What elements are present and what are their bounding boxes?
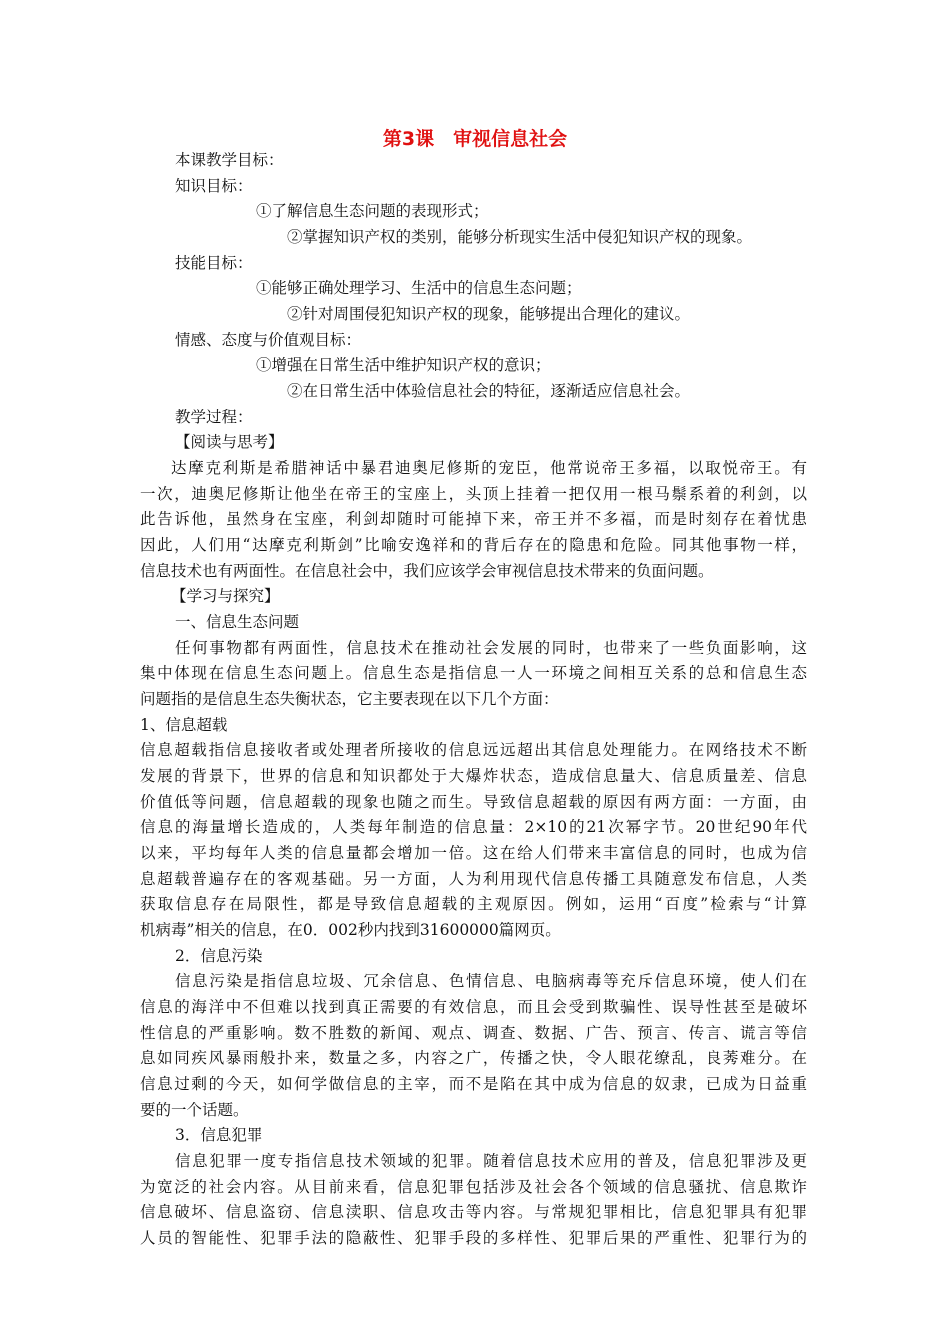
pollution-line: 息如同疾风暴雨般扑来，数量之多，内容之广，传播之快，令人眼花缭乱，良莠难分。在 bbox=[140, 1049, 807, 1067]
pollution-line: 信息的海洋中不但难以找到真正需要的有效信息，而且会受到欺骗性、误导性甚至是破坏 bbox=[140, 998, 807, 1016]
overload-line: 以来，平均每年人类的信息量都会增加一倍。这在给人们带来丰富信息的同时，也成为信 bbox=[140, 844, 807, 862]
overload-line: 信息的海量增长造成的，人类每年制造的信息量：2×10的21次幂字节。20世纪90年代 bbox=[140, 818, 807, 836]
reading-line: 因此，人们用“达摩克利斯剑”比喻安逸祥和的背后存在的隐患和危险。同其他事物一样， bbox=[140, 536, 807, 554]
objectives-heading: 本课教学目标： bbox=[175, 151, 284, 169]
overload-line: 获取信息存在局限性，都是导致信息超载的主观原因。例如，运用“百度”检索与“计算 bbox=[140, 895, 807, 913]
pollution-line: 信息过剩的今天，如何学做信息的主宰，而不是陷在其中成为信息的奴隶，已成为日益重 bbox=[140, 1075, 807, 1093]
overload-line: 机病毒”相关的信息，在0．002秒内找到31600000篇网页。 bbox=[140, 921, 561, 939]
reading-line: 一次，迪奥尼修斯让他坐在帝王的宝座上，头顶上挂着一把仅用一根马鬃系着的利剑，以 bbox=[140, 485, 807, 503]
crime-line: 为宽泛的社会内容。从目前来看，信息犯罪包括涉及社会各个领域的信息骚扰、信息欺诈 bbox=[140, 1178, 807, 1196]
intro-line: 任何事物都有两面性，信息技术在推动社会发展的同时，也带来了一些负面影响，这 bbox=[175, 639, 807, 657]
page-title: 第3课 审视信息社会 bbox=[382, 128, 568, 150]
skill-item-1: ①能够正确处理学习、生活中的信息生态问题； bbox=[256, 279, 582, 297]
knowledge-heading: 知识目标： bbox=[175, 177, 253, 195]
reading-line: 达摩克利斯是希腊神话中暴君迪奥尼修斯的宠臣，他常说帝王多福，以取悦帝王。有 bbox=[171, 459, 807, 477]
attitude-heading: 情感、态度与价值观目标： bbox=[175, 331, 362, 349]
reading-heading: 【阅读与思考】 bbox=[175, 433, 284, 451]
crime-heading: 3．信息犯罪 bbox=[175, 1126, 263, 1144]
pollution-heading: 2．信息污染 bbox=[175, 947, 263, 965]
pollution-line: 信息污染是指信息垃圾、冗余信息、色情信息、电脑病毒等充斥信息环境，使人们在 bbox=[175, 972, 807, 990]
knowledge-item-2: ②掌握知识产权的类别，能够分析现实生活中侵犯知识产权的现象。 bbox=[287, 228, 753, 246]
knowledge-item-1: ①了解信息生态问题的表现形式； bbox=[256, 202, 489, 220]
overload-line: 信息超载指信息接收者或处理者所接收的信息远远超出其信息处理能力。在网络技术不断 bbox=[140, 741, 807, 759]
skill-heading: 技能目标： bbox=[175, 254, 253, 272]
attitude-item-1: ①增强在日常生活中维护知识产权的意识； bbox=[256, 356, 551, 374]
reading-line: 信息技术也有两面性。在信息社会中，我们应该学会审视信息技术带来的负面问题。 bbox=[140, 562, 714, 580]
intro-line: 集中体现在信息生态问题上。信息生态是指信息一人一环境之间相互关系的总和信息生态 bbox=[140, 664, 807, 682]
overload-line: 发展的背景下，世界的信息和知识都处于大爆炸状态，造成信息量大、信息质量差、信息 bbox=[140, 767, 807, 785]
pollution-line: 要的一个话题。 bbox=[140, 1101, 249, 1119]
study-heading: 【学习与探究】 bbox=[171, 587, 280, 605]
section-1-heading: 一、信息生态问题 bbox=[175, 613, 300, 631]
process-heading: 教学过程： bbox=[175, 408, 253, 426]
crime-line: 信息破坏、信息盗窃、信息渎职、信息攻击等内容。与常规犯罪相比，信息犯罪具有犯罪 bbox=[140, 1203, 807, 1221]
crime-line: 人员的智能性、犯罪手法的隐蔽性、犯罪手段的多样性、犯罪后果的严重性、犯罪行为的 bbox=[140, 1229, 807, 1247]
skill-item-2: ②针对周围侵犯知识产权的现象，能够提出合理化的建议。 bbox=[287, 305, 691, 323]
pollution-line: 性信息的严重影响。数不胜数的新闻、观点、调查、数据、广告、预言、传言、谎言等信 bbox=[140, 1024, 807, 1042]
reading-line: 此告诉他，虽然身在宝座，利剑却随时可能掉下来，帝王并不多福，而是时刻存在着忧患 bbox=[140, 510, 807, 528]
intro-line: 问题指的是信息生态失衡状态，它主要表现在以下几个方面： bbox=[140, 690, 559, 708]
overload-line: 息超载普遍存在的客观基础。另一方面，人为利用现代信息传播工具随意发布信息，人类 bbox=[140, 870, 807, 888]
attitude-item-2: ②在日常生活中体验信息社会的特征，逐渐适应信息社会。 bbox=[287, 382, 691, 400]
overload-heading: 1、信息超载 bbox=[140, 716, 228, 734]
crime-line: 信息犯罪一度专指信息技术领域的犯罪。随着信息技术应用的普及，信息犯罪涉及更 bbox=[175, 1152, 807, 1170]
overload-line: 价值低等问题，信息超载的现象也随之而生。导致信息超载的原因有两方面：一方面，由 bbox=[140, 793, 807, 811]
